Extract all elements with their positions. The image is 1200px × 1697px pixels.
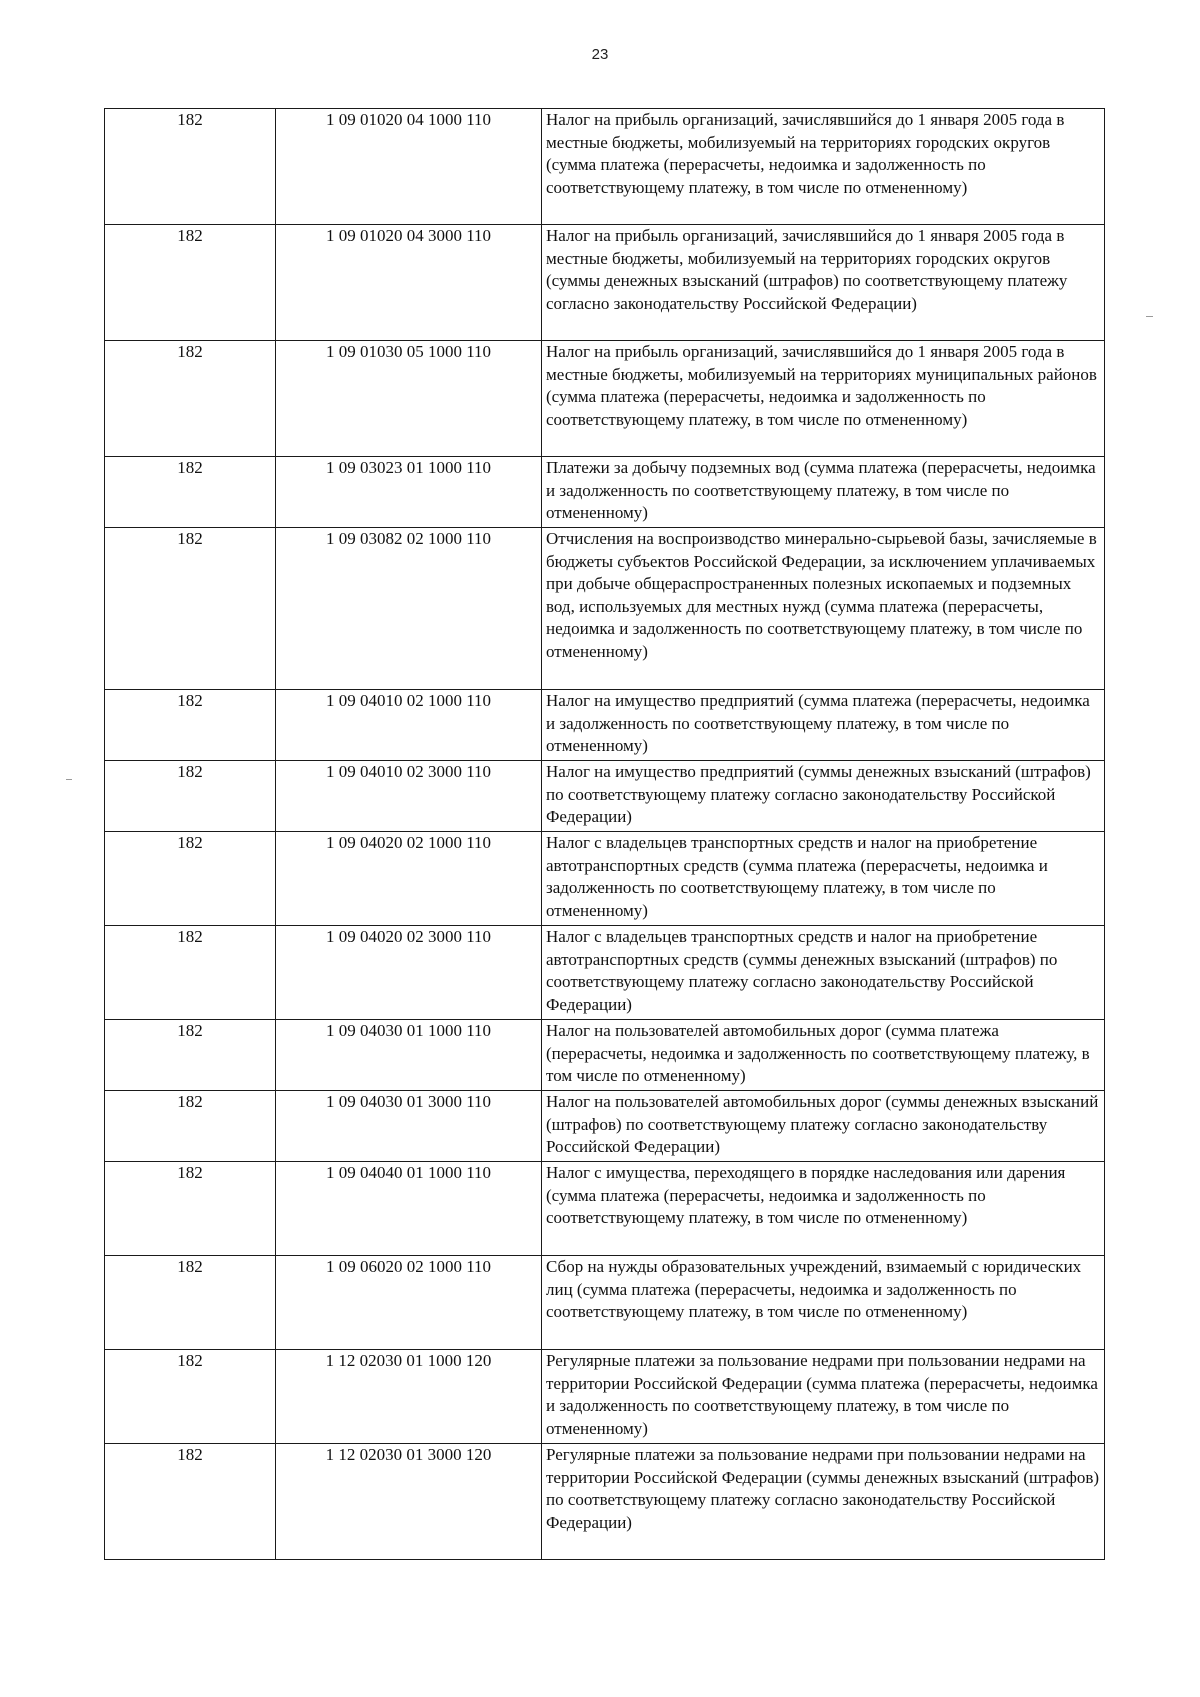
scan-mark [1146, 316, 1153, 317]
admin-code-cell: 182 [105, 341, 276, 457]
page-number: 23 [591, 46, 609, 63]
admin-code-cell: 182 [105, 1020, 276, 1091]
budget-code-cell: 1 09 04040 01 1000 110 [276, 1162, 542, 1256]
budget-code-cell: 1 09 04030 01 3000 110 [276, 1091, 542, 1162]
admin-code-cell: 182 [105, 109, 276, 225]
budget-code-cell: 1 09 04020 02 1000 110 [276, 832, 542, 926]
budget-code-cell: 1 09 03023 01 1000 110 [276, 457, 542, 528]
admin-code-cell: 182 [105, 761, 276, 832]
table-row [105, 1091, 1105, 1162]
revenue-name-cell: Налог на прибыль организаций, зачислявшийся до 1 января 2005 года в местные бюджеты, мобилизуемый на территориях городских округов (суммы денежных взысканий (штрафов) по соответствующему платежу согласно законодательству Российской Федерации) [542, 225, 1105, 341]
revenue-name-cell: Регулярные платежи за пользование недрами при пользовании недрами на территории Российской Федерации (сумма платежа (перерасчеты, недоимка и задолженность по соответствующему платежу, в том числе по отмененному) [542, 1350, 1105, 1444]
budget-code-cell: 1 09 01020 04 1000 110 [276, 109, 542, 225]
revenue-name-cell: Налог с имущества, переходящего в порядке наследования или дарения (сумма платежа (перерасчеты, недоимка и задолженность по соответствующему платежу, в том числе по отмененному) [542, 1162, 1105, 1256]
budget-code-cell: 1 09 06020 02 1000 110 [276, 1256, 542, 1350]
table-row [105, 457, 1105, 528]
budget-code-cell: 1 12 02030 01 3000 120 [276, 1444, 542, 1560]
revenue-name-cell: Платежи за добычу подземных вод (сумма платежа (перерасчеты, недоимка и задолженность по соответствующему платежу, в том числе по отмененному) [542, 457, 1105, 528]
table-row [105, 225, 1105, 341]
revenue-name-cell: Налог на пользователей автомобильных дорог (суммы денежных взысканий (штрафов) по соответствующему платежу согласно законодательству Российской Федерации) [542, 1091, 1105, 1162]
table-row [105, 528, 1105, 690]
revenue-name-cell: Регулярные платежи за пользование недрами при пользовании недрами на территории Российской Федерации (суммы денежных взысканий (штрафов) по соответствующему платежу согласно законодательству Российской Федерации) [542, 1444, 1105, 1560]
budget-code-cell: 1 09 04010 02 1000 110 [276, 690, 542, 761]
budget-code-cell: 1 09 04020 02 3000 110 [276, 926, 542, 1020]
admin-code-cell: 182 [105, 528, 276, 690]
revenue-name-cell: Налог на прибыль организаций, зачислявшийся до 1 января 2005 года в местные бюджеты, мобилизуемый на территориях городских округов (сумма платежа (перерасчеты, недоимка и задолженность по соответствующему платежу, в том числе по отмененному) [542, 109, 1105, 225]
table-row [105, 1162, 1105, 1256]
table-row [105, 926, 1105, 1020]
table-row [105, 109, 1105, 225]
table-row [105, 1020, 1105, 1091]
table-row [105, 761, 1105, 832]
revenue-name-cell: Налог с владельцев транспортных средств и налог на приобретение автотранспортных средств (сумма платежа (перерасчеты, недоимка и задолженность по соответствующему платежу, в том числе по отмененному) [542, 832, 1105, 926]
revenue-name-cell: Налог на имущество предприятий (суммы денежных взысканий (штрафов) по соответствующему платежу согласно законодательству Российской Федерации) [542, 761, 1105, 832]
revenue-name-cell: Сбор на нужды образовательных учреждений, взимаемый с юридических лиц (сумма платежа (перерасчеты, недоимка и задолженность по соответствующему платежу, в том числе по отмененному) [542, 1256, 1105, 1350]
table-row [105, 341, 1105, 457]
revenue-name-cell: Налог на пользователей автомобильных дорог (сумма платежа (перерасчеты, недоимка и задолженность по соответствующему платежу, в том числе по отмененному) [542, 1020, 1105, 1091]
admin-code-cell: 182 [105, 1256, 276, 1350]
table-row [105, 832, 1105, 926]
table-row [105, 1350, 1105, 1444]
revenue-name-cell: Налог на прибыль организаций, зачислявшийся до 1 января 2005 года в местные бюджеты, мобилизуемый на территориях муниципальных районов (сумма платежа (перерасчеты, недоимка и задолженность по соответствующему платежу, в том числе по отмененному) [542, 341, 1105, 457]
admin-code-cell: 182 [105, 690, 276, 761]
budget-code-cell: 1 09 04030 01 1000 110 [276, 1020, 542, 1091]
budget-codes-table [104, 108, 1105, 1560]
budget-code-cell: 1 09 01020 04 3000 110 [276, 225, 542, 341]
revenue-name-cell: Отчисления на воспроизводство минерально-сырьевой базы, зачисляемые в бюджеты субъектов Российской Федерации, за исключением уплачиваемых при добыче общераспространенных полезных ископаемых и подземных вод, используемых для местных нужд (сумма платежа (перерасчеты, недоимка и задолженность по соответствующему платежу, в том числе по отмененному) [542, 528, 1105, 690]
budget-code-cell: 1 09 01030 05 1000 110 [276, 341, 542, 457]
admin-code-cell: 182 [105, 926, 276, 1020]
table-row [105, 1444, 1105, 1560]
admin-code-cell: 182 [105, 1162, 276, 1256]
admin-code-cell: 182 [105, 225, 276, 341]
admin-code-cell: 182 [105, 1444, 276, 1560]
revenue-name-cell: Налог на имущество предприятий (сумма платежа (перерасчеты, недоимка и задолженность по соответствующему платежу, в том числе по отмененному) [542, 690, 1105, 761]
budget-code-cell: 1 12 02030 01 1000 120 [276, 1350, 542, 1444]
admin-code-cell: 182 [105, 1091, 276, 1162]
scan-mark [66, 779, 72, 780]
admin-code-cell: 182 [105, 457, 276, 528]
revenue-name-cell: Налог с владельцев транспортных средств и налог на приобретение автотранспортных средств (суммы денежных взысканий (штрафов) по соответствующему платежу согласно законодательству Российской Федерации) [542, 926, 1105, 1020]
table-row [105, 1256, 1105, 1350]
budget-code-cell: 1 09 03082 02 1000 110 [276, 528, 542, 690]
admin-code-cell: 182 [105, 1350, 276, 1444]
budget-code-cell: 1 09 04010 02 3000 110 [276, 761, 542, 832]
admin-code-cell: 182 [105, 832, 276, 926]
table-row [105, 690, 1105, 761]
